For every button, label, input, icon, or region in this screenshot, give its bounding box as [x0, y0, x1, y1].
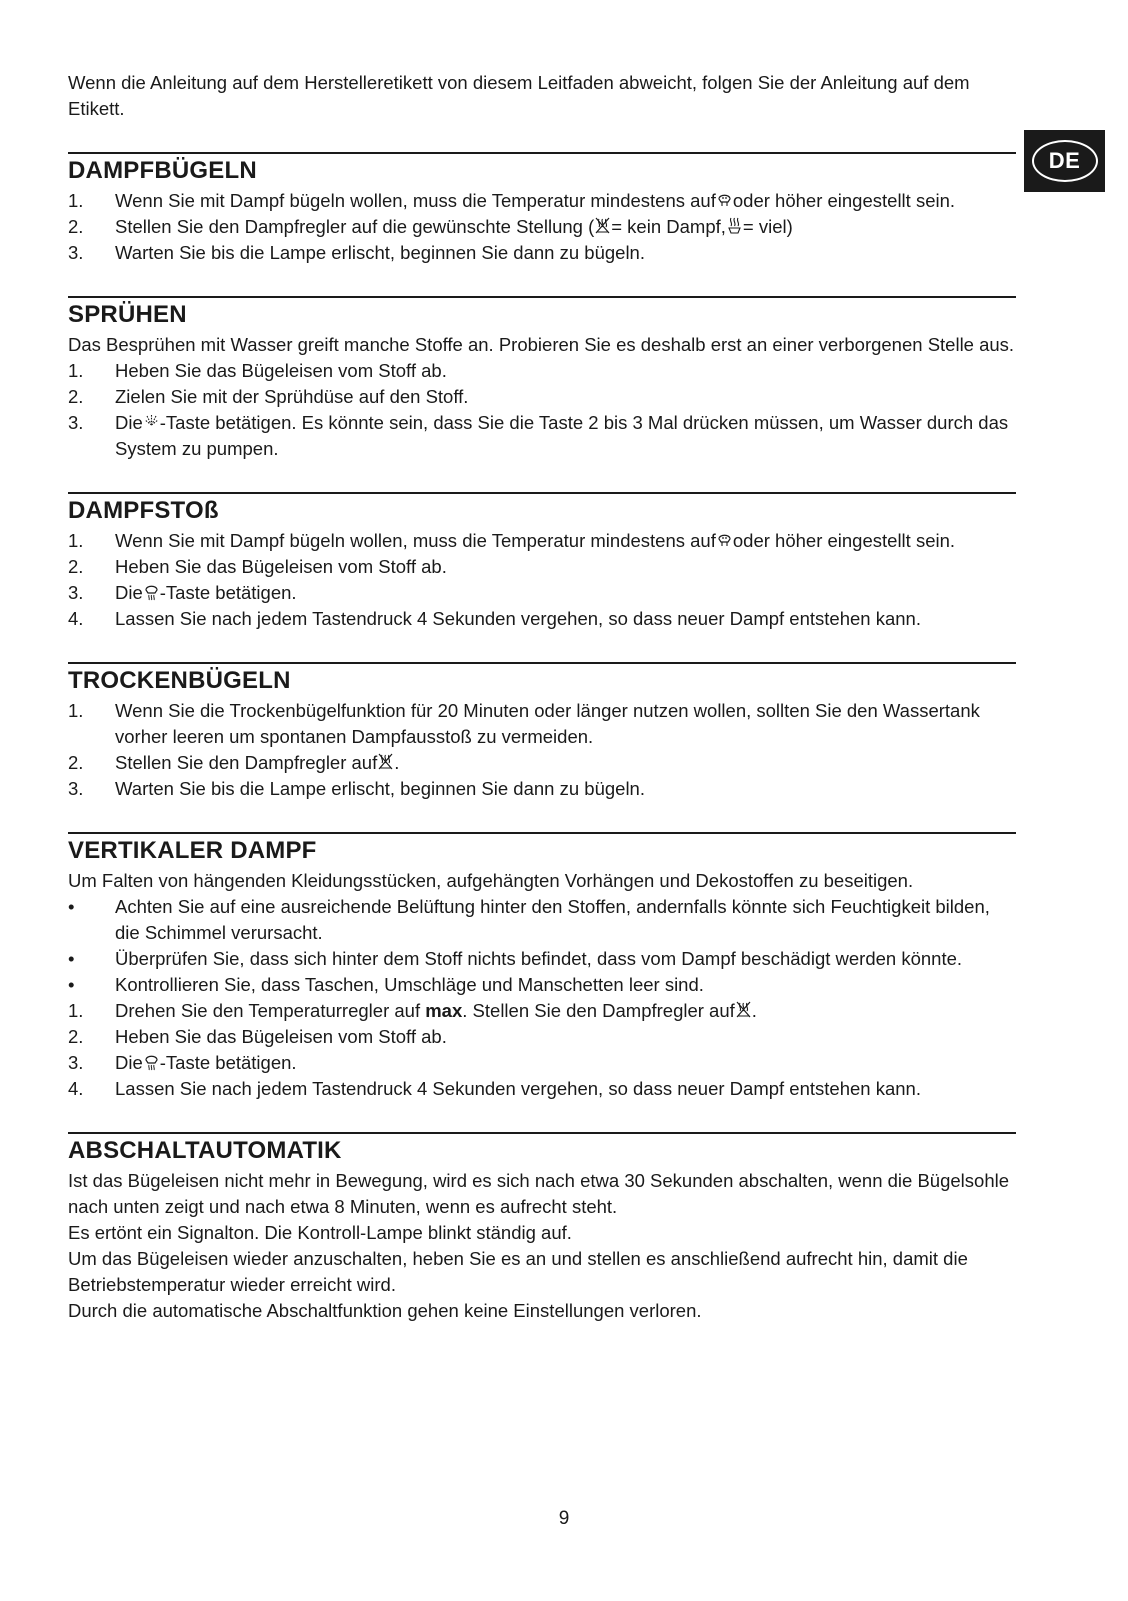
list-marker: •: [68, 896, 75, 917]
item-text: Drehen Sie den Temperaturregler auf: [115, 1000, 421, 1021]
document-body: [68, 70, 1016, 1324]
list-item: [68, 554, 1016, 580]
paragraph: Durch die automatische Abschaltfunktion gehen keine Einstellungen verloren.: [68, 1300, 702, 1321]
section-abschaltautomatik: [68, 1132, 1016, 1324]
item-text: oder höher eingestellt sein.: [732, 190, 956, 211]
item-text: Wenn Sie die Trockenbügelfunktion für 20 Minuten oder länger nutzen wollen, sollten Sie den Wassertank vorher leeren um spontanen Dampfausstoß zu vermeiden.: [115, 700, 980, 747]
instruction-list: [68, 528, 1016, 632]
section-vertikaler-dampf: [68, 832, 1016, 1102]
item-text: .: [394, 752, 400, 773]
list-item: [68, 188, 1016, 214]
section-divider: [68, 662, 1016, 664]
temperature-dots-icon: [716, 530, 733, 550]
item-text: Warten Sie bis die Lampe erlischt, beginnen Sie dann zu bügeln.: [115, 242, 645, 263]
list-marker: 3.: [68, 412, 84, 433]
section-divider: [68, 296, 1016, 298]
steam-icon: [726, 216, 743, 236]
item-text: Stellen Sie den Dampfregler auf die gewünschte Stellung (: [115, 216, 595, 237]
list-marker: 2.: [68, 752, 84, 773]
item-text: Zielen Sie mit der Sprühdüse auf den Stoff.: [115, 386, 469, 407]
item-text: -Taste betätigen.: [159, 1052, 297, 1073]
list-item: [68, 358, 1016, 384]
list-item: [68, 384, 1016, 410]
emphasis-text: max: [425, 1000, 463, 1021]
list-item: [68, 240, 1016, 266]
list-marker: 2.: [68, 556, 84, 577]
list-item: [68, 776, 1016, 802]
section-divider: [68, 152, 1016, 154]
paragraph: Um das Bügeleisen wieder anzuschalten, heben Sie es an und stellen es anschließend aufrecht hin, damit die Betriebstemperatur wieder erreicht wird.: [68, 1248, 968, 1295]
instruction-list: [68, 698, 1016, 802]
list-marker: 2.: [68, 1026, 84, 1047]
section-trockenbuegeln: [68, 662, 1016, 802]
page-number: 9: [558, 1508, 570, 1529]
list-item: [68, 606, 1016, 632]
paragraph: Es ertönt ein Signalton. Die Kontroll-Lampe blinkt ständig auf.: [68, 1222, 572, 1243]
list-item: [68, 214, 1016, 240]
item-text: Die: [115, 412, 143, 433]
list-item: [68, 1076, 1016, 1102]
instruction-list: [68, 894, 1016, 1102]
list-item: [68, 1024, 1016, 1050]
list-marker: 3.: [68, 778, 84, 799]
item-text: oder höher eingestellt sein.: [732, 530, 956, 551]
section-title-spruehen: SPRÜHEN: [68, 301, 187, 328]
intro-text: Wenn die Anleitung auf dem Herstelleretikett von diesem Leitfaden abweicht, folgen Sie der Anleitung auf dem Etikett.: [68, 72, 970, 119]
steam-shot-icon: [143, 1052, 160, 1072]
no-steam-icon: [735, 1000, 752, 1020]
no-steam-icon: [377, 752, 394, 772]
list-item: [68, 698, 1016, 750]
list-marker: 1.: [68, 360, 84, 381]
list-marker: 2.: [68, 386, 84, 407]
section-title-dampfstoss: DAMPFSTOß: [68, 497, 219, 524]
section-divider: [68, 832, 1016, 834]
language-label: DE: [1032, 140, 1098, 182]
item-text: Heben Sie das Bügeleisen vom Stoff ab.: [115, 556, 447, 577]
temperature-dots-icon: [716, 190, 733, 210]
section-dampfstoss: [68, 492, 1016, 632]
steam-shot-icon: [143, 582, 160, 602]
list-marker: 2.: [68, 216, 84, 237]
item-text: -Taste betätigen.: [159, 582, 297, 603]
spray-icon: [143, 412, 160, 432]
item-text: -Taste betätigen. Es könnte sein, dass Sie die Taste 2 bis 3 Mal drücken müssen, um Wasser durch das System zu pumpen.: [115, 412, 1009, 459]
section-title-abschaltautomatik: ABSCHALTAUTOMATIK: [68, 1137, 342, 1164]
item-text: . Stellen Sie den Dampfregler auf: [462, 1000, 735, 1021]
instruction-list: [68, 188, 1016, 266]
list-item: [68, 410, 1016, 462]
language-badge: [1024, 130, 1105, 192]
section-dampfbuegeln: [68, 152, 1016, 266]
section-divider: [68, 1132, 1016, 1134]
paragraph: Um Falten von hängenden Kleidungsstücken, aufgehängten Vorhängen und Dekostoffen zu beseitigen.: [68, 870, 914, 891]
item-text: Die: [115, 1052, 143, 1073]
list-item: [68, 580, 1016, 606]
item-text: .: [751, 1000, 757, 1021]
list-marker: 3.: [68, 242, 84, 263]
paragraph: Ist das Bügeleisen nicht mehr in Bewegung, wird es sich nach etwa 30 Sekunden abschalten, wenn die Bügelsohle nach unten zeigt und nach etwa 8 Minuten, wenn es aufrecht steht.: [68, 1170, 1010, 1217]
item-text: Die: [115, 582, 143, 603]
item-text: Wenn Sie mit Dampf bügeln wollen, muss die Temperatur mindestens auf: [115, 530, 716, 551]
sections-container: [68, 152, 1016, 1324]
list-item: [68, 894, 1016, 946]
no-steam-icon: [594, 216, 611, 236]
item-text: Kontrollieren Sie, dass Taschen, Umschläge und Manschetten leer sind.: [115, 974, 704, 995]
item-text: Überprüfen Sie, dass sich hinter dem Stoff nichts befindet, dass vom Dampf beschädigt werden könnte.: [115, 948, 963, 969]
list-marker: 1.: [68, 190, 84, 211]
list-marker: 3.: [68, 582, 84, 603]
item-text: Warten Sie bis die Lampe erlischt, beginnen Sie dann zu bügeln.: [115, 778, 645, 799]
section-title-trockenbuegeln: TROCKENBÜGELN: [68, 667, 291, 694]
list-item: [68, 750, 1016, 776]
item-text: Achten Sie auf eine ausreichende Belüftung hinter den Stoffen, andernfalls könnte sich Feuchtigkeit bilden, die Schimmel verursacht.: [115, 896, 990, 943]
section-title-vertikaler-dampf: VERTIKALER DAMPF: [68, 837, 317, 864]
list-item: [68, 998, 1016, 1024]
section-title-dampfbuegeln: DAMPFBÜGELN: [68, 157, 257, 184]
instruction-list: [68, 358, 1016, 462]
item-text: = viel): [742, 216, 793, 237]
list-item: [68, 972, 1016, 998]
list-marker: 1.: [68, 700, 84, 721]
item-text: Heben Sie das Bügeleisen vom Stoff ab.: [115, 360, 447, 381]
list-marker: 4.: [68, 608, 84, 629]
section-spruehen: [68, 296, 1016, 462]
list-item: [68, 528, 1016, 554]
paragraph: Das Besprühen mit Wasser greift manche Stoffe an. Probieren Sie es deshalb erst an einer verborgenen Stelle aus.: [68, 334, 1015, 355]
list-marker: •: [68, 974, 75, 995]
list-item: [68, 1050, 1016, 1076]
list-marker: 4.: [68, 1078, 84, 1099]
item-text: Lassen Sie nach jedem Tastendruck 4 Sekunden vergehen, so dass neuer Dampf entstehen kann.: [115, 608, 921, 629]
list-marker: 3.: [68, 1052, 84, 1073]
list-item: [68, 946, 1016, 972]
list-marker: •: [68, 948, 75, 969]
item-text: Lassen Sie nach jedem Tastendruck 4 Sekunden vergehen, so dass neuer Dampf entstehen kann.: [115, 1078, 921, 1099]
item-text: Wenn Sie mit Dampf bügeln wollen, muss die Temperatur mindestens auf: [115, 190, 716, 211]
item-text: Stellen Sie den Dampfregler auf: [115, 752, 378, 773]
list-marker: 1.: [68, 1000, 84, 1021]
list-marker: 1.: [68, 530, 84, 551]
item-text: = kein Dampf,: [611, 216, 726, 237]
section-divider: [68, 492, 1016, 494]
item-text: Heben Sie das Bügeleisen vom Stoff ab.: [115, 1026, 447, 1047]
